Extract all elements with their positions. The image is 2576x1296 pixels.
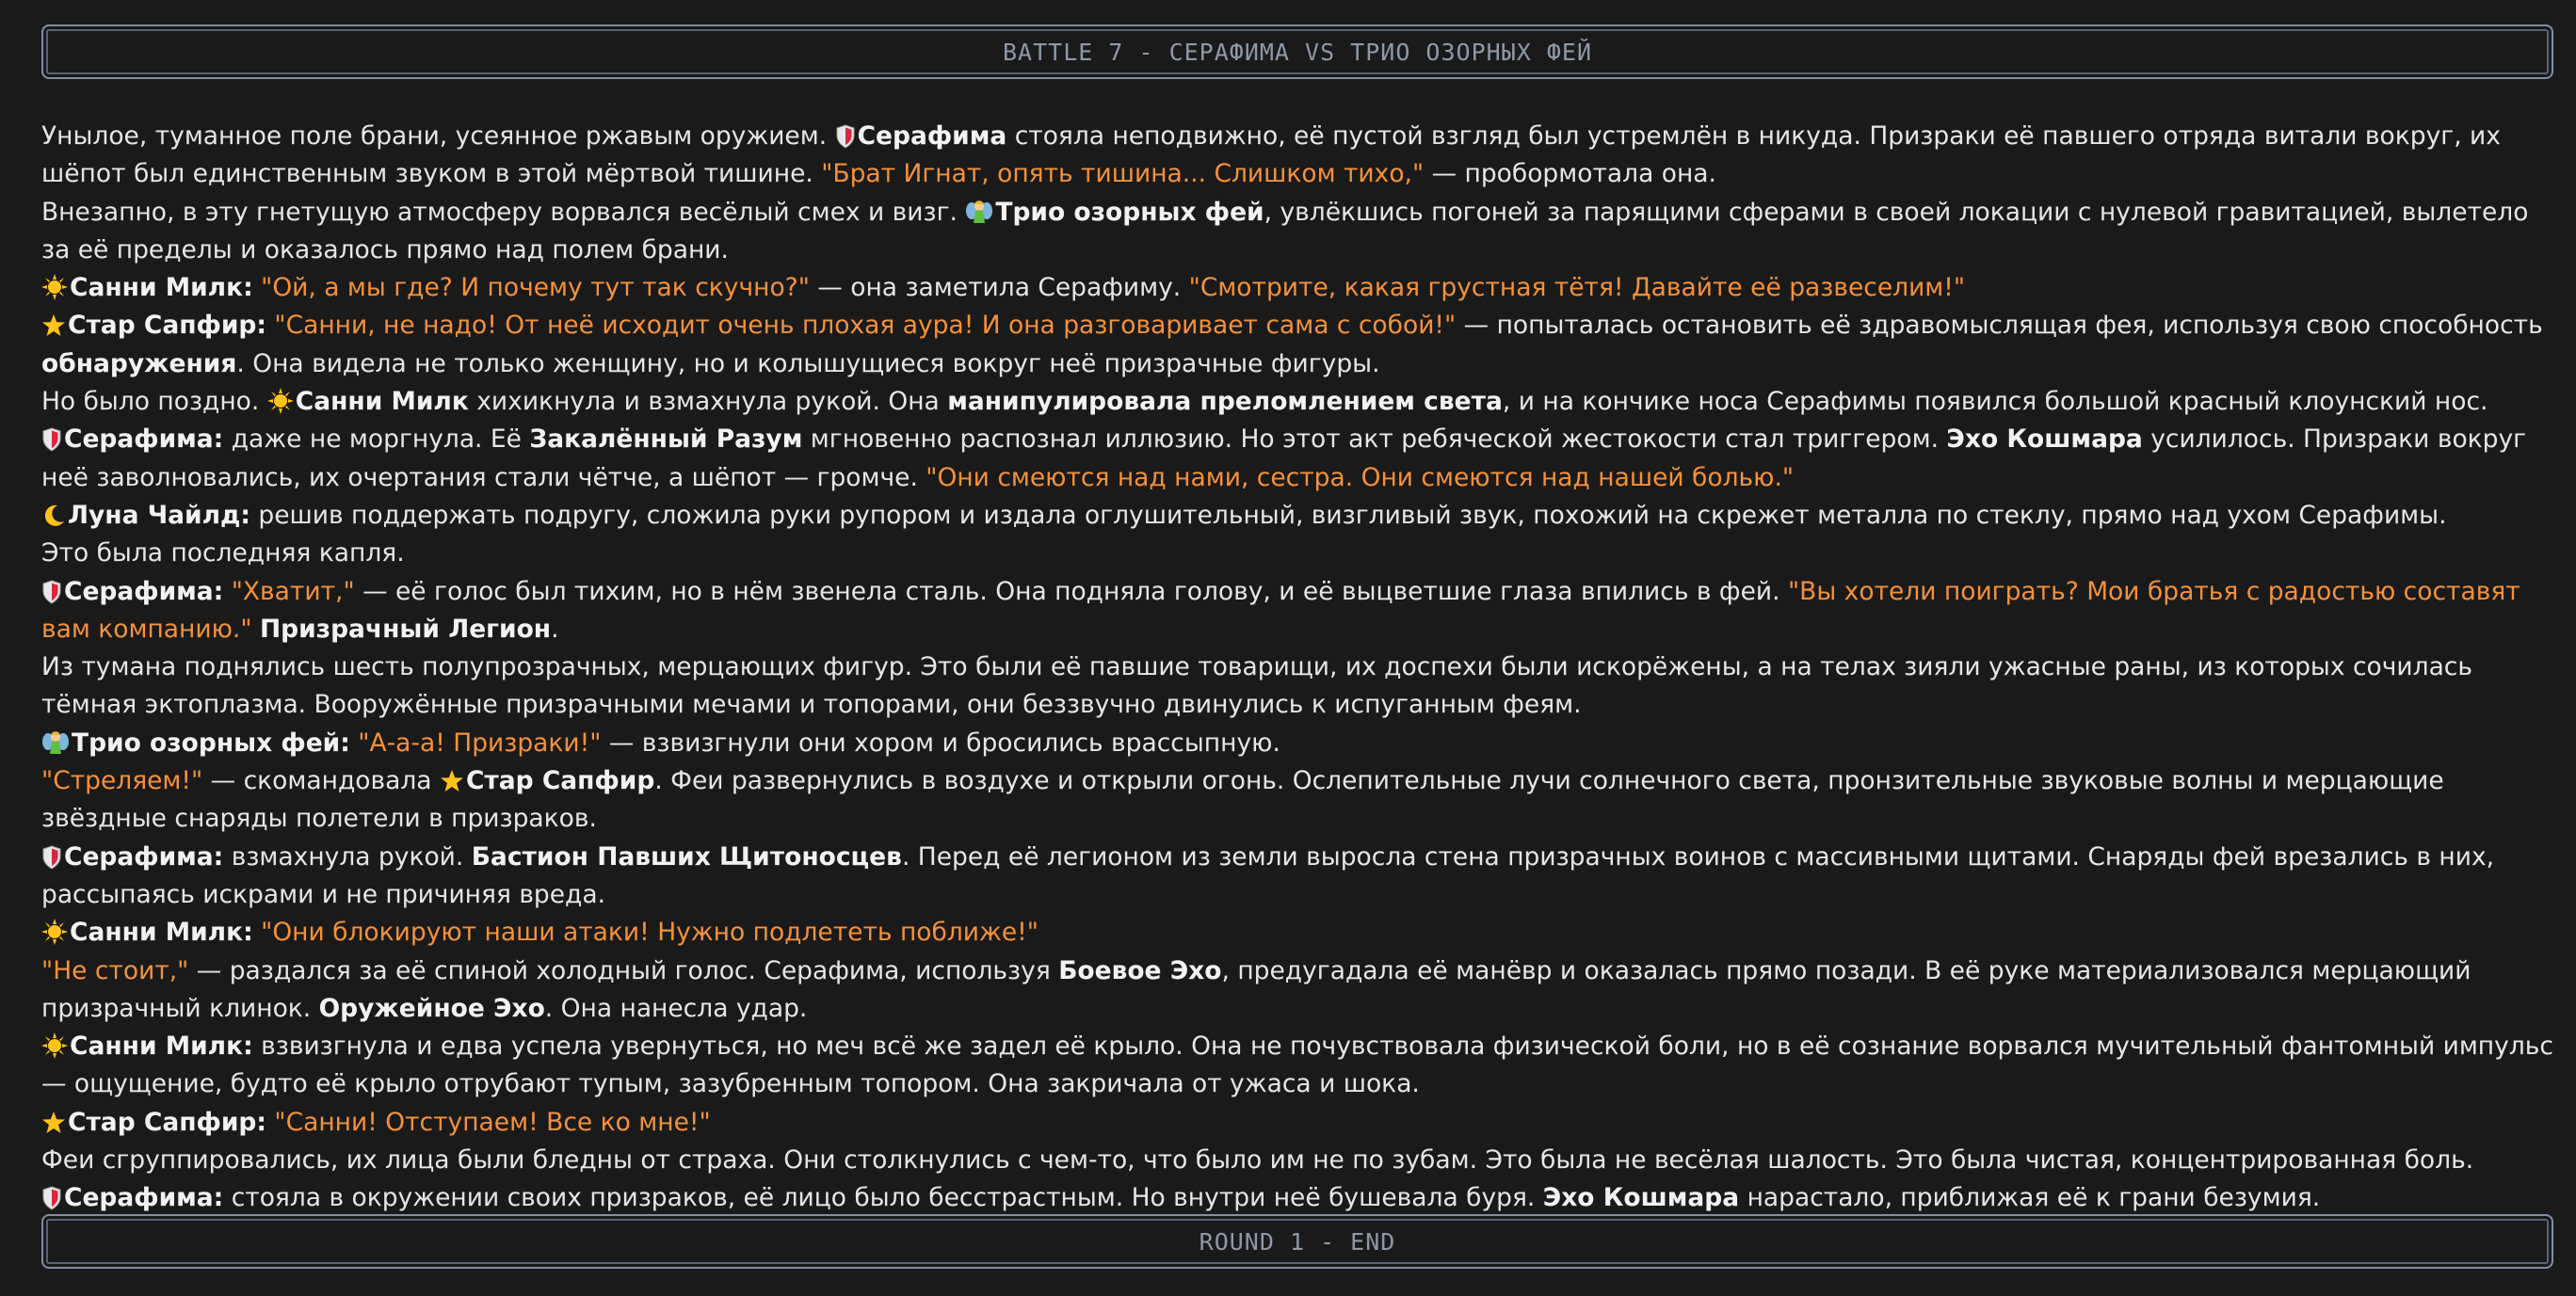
narration-text: стояла в окружении своих призраков, её лицо было бесстрастным. Но внутри неё бушевала буря.: [223, 1183, 1543, 1213]
battle-log-paragraph: [41, 952, 2555, 1029]
bold-term: манипулировала преломлением света: [947, 387, 1503, 417]
battle-log-paragraph: [41, 118, 2555, 194]
dialogue-quote: "Они блокируют наши атаки! Нужно подлететь поближе!": [261, 918, 1038, 948]
dialogue-quote: "Санни, не надо! От неё исходит очень плохая аура! И она разговаривает сама с собой!": [274, 311, 1457, 341]
bold-term: Санни Милк:: [70, 273, 253, 303]
round-end-banner: [41, 1214, 2553, 1269]
narration-text: решив поддержать подругу, сложила руки рупором и издала оглушительный, визгливый звук, похожий на скрежет металла по стеклу, прямо над ухом Серафимы.: [250, 500, 2447, 530]
battle-log-paragraph: [41, 648, 2555, 725]
battle-log-paragraph: [41, 1142, 2555, 1179]
bold-term: Серафима:: [64, 576, 224, 606]
narration-text: Это была последняя капля.: [41, 538, 405, 568]
narration-text: — пробормотала она.: [1424, 159, 1716, 189]
battle-log-paragraph: [41, 1179, 2555, 1217]
battle-log-paragraph: [41, 914, 2555, 952]
narration-text: [252, 615, 260, 644]
narration-text: Внезапно, в эту гнетущую атмосферу ворвался весёлый смех и визг.: [41, 197, 966, 227]
narration-text: , и на кончике носа Серафимы появился большой красный клоунский нос.: [1502, 387, 2488, 417]
narration-text: . Она нанесла удар.: [544, 993, 808, 1023]
bold-term: Закалённый Разум: [529, 424, 803, 455]
bold-term: Санни Милк: [295, 387, 469, 417]
narration-text: взвизгнула и едва успела увернуться, но меч всё же задел её крыло. Она не почувствовала физической боли, но в её сознание ворвался мучительный фантомный импульс — ощущение, будто её крыло отрубают тупым, зазубренным топором. Она закричала от ужаса и шока.: [41, 1032, 2553, 1099]
fairy-icon: [41, 725, 70, 762]
narration-text: . Она видела не только женщину, но и колышущиеся вокруг неё призрачные фигуры.: [236, 348, 1380, 378]
narration-text: , увлёкшись погоней за парящими сферами в своей локации с нулевой гравитацией, вылетело за её пределы и оказалось прямо над полем брани.: [41, 197, 2529, 264]
bold-term: Боевое Эхо: [1058, 955, 1222, 985]
bold-term: Эхо Кошмара: [1946, 424, 2143, 455]
bold-term: Стар Сапфир:: [68, 311, 266, 341]
battle-log-paragraph: [41, 421, 2555, 497]
narration-text: нарастало, приближая её к грани безумия.: [1739, 1183, 2321, 1213]
battle-log-paragraph: [41, 535, 2555, 572]
sun-icon: [41, 1028, 68, 1065]
bold-term: Трио озорных фей: [995, 197, 1264, 227]
narration-text: — взвизгнули они хором и бросились врассыпную.: [601, 728, 1280, 758]
narration-text: усилилось. Призраки вокруг неё заволновались, их очертания стали чётче, а шёпот — громче.: [41, 424, 2527, 492]
battle-log-paragraph: [41, 573, 2555, 649]
narration-text: [223, 577, 231, 606]
bold-term: Луна Чайлд:: [68, 500, 250, 530]
narration-text: хихикнула и взмахнула рукой. Она: [468, 387, 948, 417]
battle-title: BATTLE 7 - СЕРАФИМА VS ТРИО ОЗОРНЫХ ФЕЙ: [1003, 38, 1592, 66]
bold-term: Серафима:: [64, 424, 224, 455]
bold-term: Стар Сапфир:: [68, 1107, 266, 1137]
battle-log-paragraph: [41, 762, 2555, 839]
dialogue-quote: "Смотрите, какая грустная тётя! Давайте её развеселим!": [1188, 273, 1966, 303]
narration-text: .: [551, 614, 559, 644]
dialogue-quote: "Стреляем!": [41, 766, 203, 796]
crescent-moon-icon: [41, 497, 66, 535]
dialogue-quote: "Не стоит,": [41, 955, 189, 985]
narration-text: — она заметила Серафиму.: [809, 273, 1189, 303]
battle-log-paragraph: [41, 1104, 2555, 1142]
narration-text: стояла неподвижно, её пустой взгляд был устремлён в никуда. Призраки её павшего отряда витали вокруг, их шёпот был единственным звуком в этой мёртвой тишине.: [41, 121, 2501, 189]
sun-icon: [41, 269, 68, 307]
narration-text: Унылое, туманное поле брани, усеянное ржавым оружием.: [41, 121, 835, 151]
narration-text: . Феи развернулись в воздухе и открыли огонь. Ослепительные лучи солнечного света, пронзительные звуковые волны и мерцающие звёздные снаряды полетели в призраков.: [41, 766, 2444, 834]
narration-text: [253, 273, 261, 302]
narration-text: Феи сгруппировались, их лица были бледны от страха. Они столкнулись с чем-то, что было им не по зубам. Это была не весёлая шалость. Это была чистая, концентрированная боль.: [41, 1145, 2474, 1176]
star-icon: [440, 762, 464, 800]
sun-icon: [41, 914, 68, 952]
narration-text: — попыталась остановить её здравомыслящая фея, используя свою способность: [1456, 311, 2543, 341]
bold-term: Оружейное Эхо: [318, 993, 545, 1023]
bold-term: Стар Сапфир: [465, 766, 655, 796]
battle-log: [41, 118, 2555, 1218]
battle-log-paragraph: [41, 725, 2555, 762]
narration-text: — скомандовала: [202, 766, 440, 796]
narration-text: , предугадала её манёвр и оказалась прямо позади. В её руке материализовался мерцающий призрачный клинок.: [41, 955, 2471, 1023]
narration-text: — раздался за её спиной холодный голос. Серафима, используя: [188, 955, 1059, 985]
shield-icon: [835, 118, 856, 155]
dialogue-quote: "Хватит,": [231, 576, 355, 606]
narration-text: мгновенно распознал иллюзию. Но этот акт ребяческой жестокости стал триггером.: [802, 424, 1947, 455]
battle-title-banner: [41, 24, 2553, 79]
narration-text: . Перед её легионом из земли выросла стена призрачных воинов с массивными щитами. Снаряды фей врезались в них, рассыпаясь искрами и не причиняя вреда.: [41, 841, 2495, 909]
bold-term: Серафима:: [64, 1183, 224, 1213]
narration-text: взмахнула рукой.: [223, 841, 472, 872]
bold-term: Эхо Кошмара: [1542, 1183, 1740, 1213]
shield-icon: [41, 573, 62, 611]
fairy-icon: [965, 194, 993, 232]
bold-term: Серафима: [857, 121, 1007, 151]
dialogue-quote: "Вы хотели поиграть? Мои братья с радостью составят вам компанию.": [41, 576, 2520, 644]
battle-log-paragraph: [41, 839, 2555, 915]
bold-term: Трио озорных фей:: [72, 728, 350, 758]
battle-log-paragraph: [41, 383, 2555, 421]
narration-text: Из тумана поднялись шесть полупрозрачных, мерцающих фигур. Это были её павшие товарищи, их доспехи были искорёжены, а на телах зияли ужасные раны, из которых сочилась тёмная эктоплазма. Вооружённые призрачными мечами и топорами, они беззвучно двинулись к испуганным феям.: [41, 652, 2472, 720]
shield-icon: [41, 421, 62, 458]
star-icon: [41, 1104, 66, 1142]
shield-icon: [41, 839, 62, 876]
bold-term: обнаружения: [41, 348, 237, 378]
bold-term: Призрачный Легион: [259, 614, 552, 644]
battle-log-paragraph: [41, 307, 2555, 383]
battle-log-paragraph: [41, 497, 2555, 535]
narration-text: — её голос был тихим, но в нём звенела сталь. Она подняла голову, и её выцветшие глаза впились в фей.: [354, 576, 1788, 606]
star-icon: [41, 307, 66, 344]
battle-log-paragraph: [41, 194, 2555, 270]
shield-icon: [41, 1179, 62, 1217]
narration-text: Но было поздно.: [41, 387, 267, 417]
narration-text: [253, 918, 261, 947]
dialogue-quote: "Санни! Отступаем! Все ко мне!": [274, 1107, 711, 1137]
dialogue-quote: "Ой, а мы где? И почему тут так скучно?": [261, 273, 810, 303]
battle-log-paragraph: [41, 269, 2555, 307]
round-end-label: ROUND 1 - END: [1199, 1227, 1396, 1256]
bold-term: Серафима:: [64, 841, 224, 872]
dialogue-quote: "А-а-а! Призраки!": [358, 728, 602, 758]
dialogue-quote: "Они смеются над нами, сестра. Они смеются над нашей болью.": [926, 462, 1795, 492]
dialogue-quote: "Брат Игнат, опять тишина... Слишком тихо,": [821, 159, 1425, 189]
bold-term: Санни Милк:: [70, 918, 253, 948]
battle-log-paragraph: [41, 1028, 2555, 1104]
sun-icon: [267, 383, 294, 421]
narration-text: даже не моргнула. Её: [223, 424, 530, 455]
bold-term: Бастион Павших Щитоносцев: [471, 841, 902, 872]
bold-term: Санни Милк:: [70, 1032, 253, 1062]
